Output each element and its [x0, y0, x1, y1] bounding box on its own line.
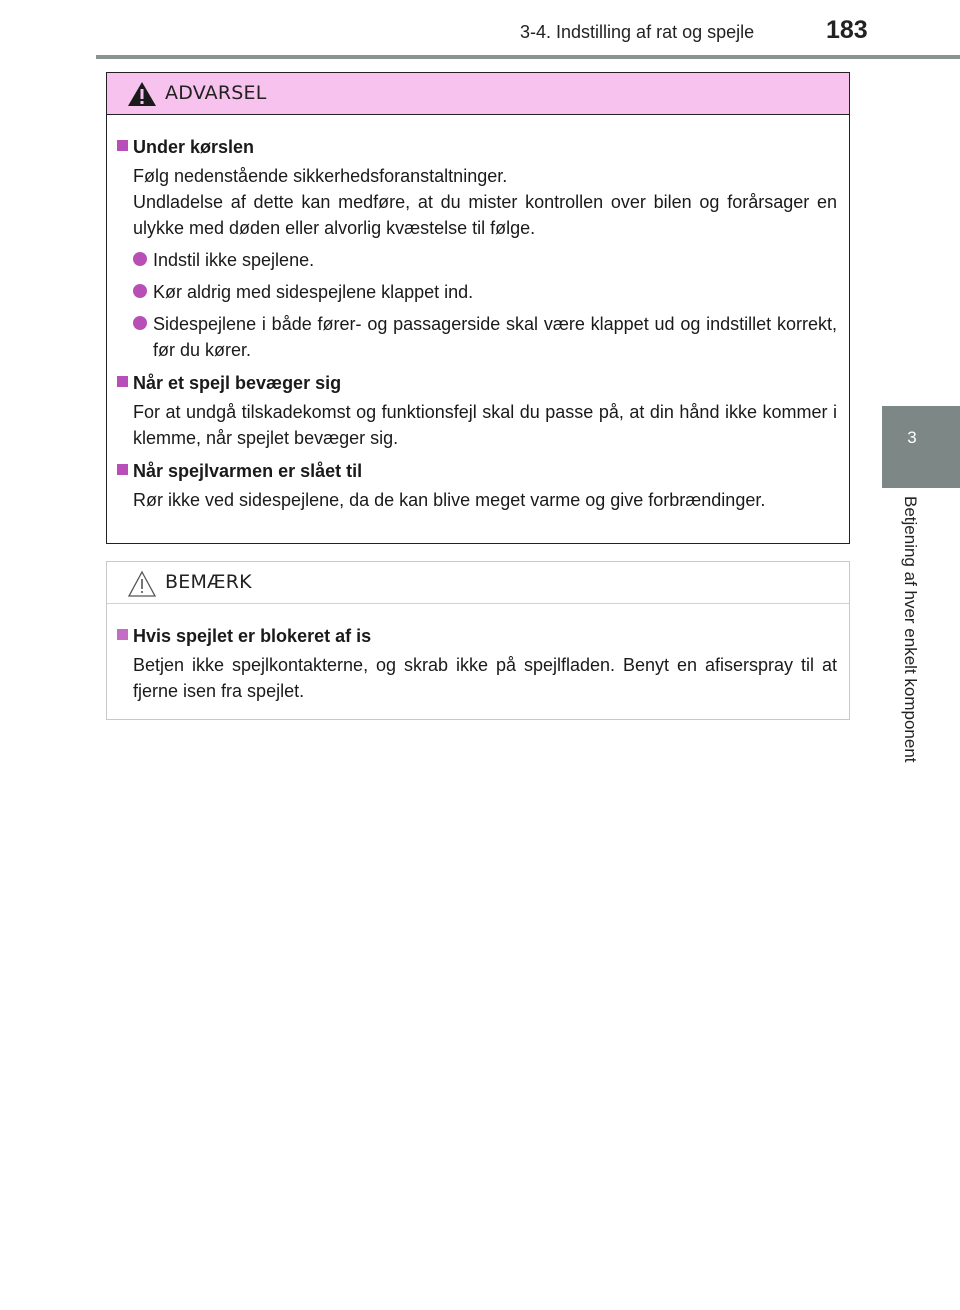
section-heading-text: Under kørslen — [133, 137, 255, 157]
running-header-section: 3-4. Indstilling af rat og spejle — [520, 22, 755, 42]
section-heading — [117, 370, 837, 396]
section-heading — [117, 134, 837, 160]
warning-box — [106, 72, 850, 544]
square-bullet-icon — [117, 140, 128, 151]
section-heading-text: Når et spejl bevæger sig — [133, 373, 342, 393]
header-rule — [96, 55, 960, 59]
chapter-tab-number: 3 — [907, 428, 917, 447]
section-text: For at undgå tilskadekomst og funktionsfejl skal du passe på, at din hånd ikke kommer i klemme, når spejlet bevæger sig. — [133, 402, 837, 448]
list-item — [117, 279, 837, 305]
section-text: Følg nedenstående sikkerhedsforanstaltninger. Undladelse af dette kan medføre, at du mister kontrollen over bilen og forårsager en ulykke med døden eller alvorlig kvæstelse til følge. — [133, 166, 837, 238]
square-bullet-icon — [117, 464, 128, 475]
section-heading — [117, 458, 837, 484]
section-heading-text: Hvis spejlet er blokeret af is — [133, 626, 372, 646]
round-bullet-icon — [133, 284, 147, 298]
list-item-text: Sidespejlene i både fører- og passagerside skal være klappet ud og indstillet korrekt, før du kører. — [153, 314, 837, 360]
list-item-text: Indstil ikke spejlene. — [153, 250, 315, 270]
section-heading-text: Når spejlvarmen er slået til — [133, 461, 363, 481]
section-text: Rør ikke ved sidespejlene, da de kan blive meget varme og give forbrændinger. — [133, 490, 766, 510]
notice-box — [106, 561, 850, 720]
square-bullet-icon — [117, 376, 128, 387]
list-item — [117, 247, 837, 273]
warning-triangle-icon — [127, 81, 157, 107]
section-text: Betjen ikke spejlkontakterne, og skrab ikke på spejlfladen. Benyt en afiserspray til at fjerne isen fra spejlet. — [133, 655, 837, 701]
section-heading — [117, 623, 837, 649]
chapter-tab-title: Betjening af hver enkelt komponent — [901, 496, 920, 763]
warning-title: ADVARSEL — [165, 82, 267, 104]
round-bullet-icon — [133, 252, 147, 266]
square-bullet-icon — [117, 629, 128, 640]
round-bullet-icon — [133, 316, 147, 330]
page-number: 183 — [826, 16, 868, 44]
notice-box-header — [107, 562, 849, 604]
caution-triangle-outline-icon — [127, 570, 157, 598]
notice-title: BEMÆRK — [165, 571, 252, 593]
list-item-text: Kør aldrig med sidespejlene klappet ind. — [153, 282, 474, 302]
list-item — [117, 311, 837, 363]
warning-box-header — [107, 73, 849, 115]
